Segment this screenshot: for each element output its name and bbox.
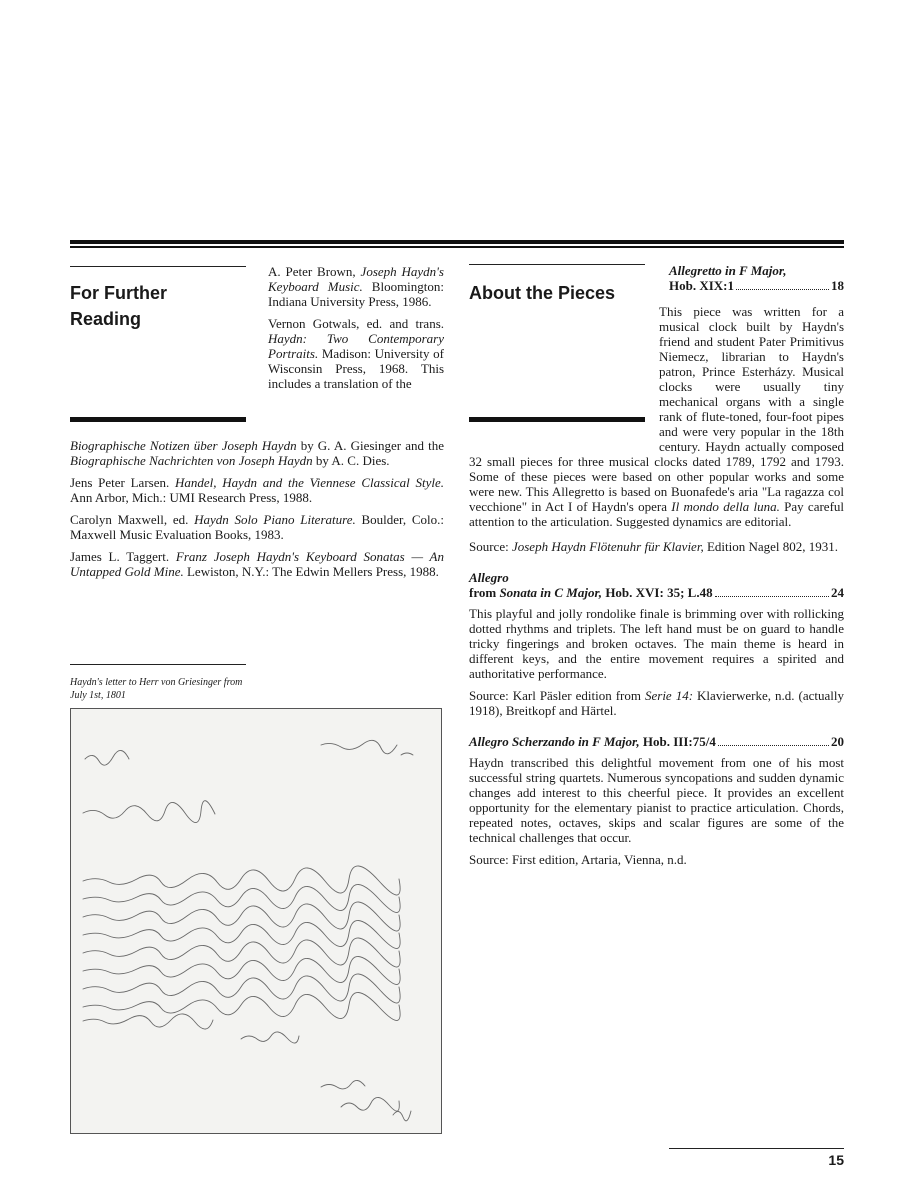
footer-rule xyxy=(669,1148,844,1149)
piece-1-float-spacer xyxy=(469,304,659,454)
piece-2-body: This playful and jolly rondolike finale is brimming over with rollicking dotted rhythms and triplets. The left hand must be on guard to handle tricky fingerings and broken octaves. The main theme is heard in different keys, and the entire movement requires a spirited and authoritative performance. xyxy=(469,606,844,681)
reading-refs-lower xyxy=(70,438,444,586)
further-reading-heading: For Further Reading xyxy=(70,283,167,329)
about-pieces-heading: About the Pieces xyxy=(469,283,616,303)
haydn-letter-image xyxy=(70,708,442,1134)
piece-2-title-line2: from Sonata in C Major, Hob. XVI: 35; L.48 24 xyxy=(469,585,844,600)
top-rule-thin xyxy=(70,246,844,248)
ref-taggert: James L. Taggert. Franz Joseph Haydn's Keyboard Sonatas — An Untapped Gold Mine. Lewiston, N.Y.: The Edwin Mellers Press, 1988. xyxy=(70,549,444,579)
letter-caption: Haydn's letter to Herr von Griesinger from July 1st, 1801 xyxy=(70,677,243,701)
piece-1-body-wrap xyxy=(469,304,844,874)
caption-rule xyxy=(70,664,246,665)
left-heading-rule-bottom xyxy=(70,417,246,422)
piece-1-title-line2: Hob. XIX:1 18 xyxy=(669,278,844,293)
piece-1-leader-dots xyxy=(736,289,829,290)
piece-1-upper xyxy=(669,263,844,299)
ref-larsen: Jens Peter Larsen. Handel, Haydn and the Viennese Classical Style. Ann Arbor, Mich.: UMI Research Press, 1988. xyxy=(70,475,445,505)
piece-1-body: This piece was written for a musical clock built by Haydn's friend and student Pater Primitivus Niemecz, librarian to Haydn's patron, Prince Esterházy. Musical clocks were usually tiny mechanical organs with a single rank of flute-toned, four-foot pipes and were very popular in the 18th century. Haydn actually composed 32 small pieces for three musical clocks dated 1789, 1792 and 1793. Some of these pieces were based on other popular works and some were new. This Allegretto is based on Buonafede's aria "La ragazza col vecchione" in Act I of Haydn's opera Il mondo della luna. Pay careful attention to the articulation. Suggested dynamics are editorial. xyxy=(469,304,845,529)
handwriting-scribbles xyxy=(71,709,442,1134)
ref-gotwals-cont: Biographische Notizen über Joseph Haydn by G. A. Giesinger and the Biographische Nachrichten von Joseph Haydn by A. C. Dies. xyxy=(70,438,444,468)
piece-1-title: Allegretto in F Major, xyxy=(669,263,787,278)
page-number: 15 xyxy=(828,1152,844,1168)
piece-1-source: Source: Joseph Haydn Flötenuhr für Klavier, Edition Nagel 802, 1931. xyxy=(469,539,839,554)
piece-3-source: Source: First edition, Artaria, Vienna, n.d. xyxy=(469,852,687,867)
piece-3-leader-dots xyxy=(718,745,829,746)
ref-maxwell: Carolyn Maxwell, ed. Haydn Solo Piano Literature. Boulder, Colo.: Maxwell Music Evaluation Books, 1983. xyxy=(70,512,444,542)
piece-2-leader-dots xyxy=(715,596,829,597)
piece-3-page: 20 xyxy=(831,734,844,749)
piece-2-title: Allegro xyxy=(469,570,509,585)
piece-3-body: Haydn transcribed this delightful movement from one of his most successful string quartets. Numerous syncopations and sudden dynamic changes add interest to this cheerful piece. It provides an excellent opportunity for the elementary pianist to practice articulation. Chords, repeated notes, octaves, skips and scalar figures are some of the technical challenges that occur. xyxy=(469,755,844,845)
piece-2-page: 24 xyxy=(831,585,844,600)
piece-3-title: Allegro Scherzando in F Major, Hob. III:75/4 20 xyxy=(469,734,844,749)
top-rule-thick xyxy=(70,240,844,244)
reading-refs-upper xyxy=(268,264,444,391)
ref-brown: A. Peter Brown, Joseph Haydn's Keyboard Music. Bloomington: Indiana University Press, 1986. xyxy=(268,264,445,309)
piece-1-page: 18 xyxy=(831,278,844,293)
ref-gotwals: Vernon Gotwals, ed. and trans. Haydn: Two Contemporary Portraits. Madison: University of Wisconsin Press, 1968. This includes a translation of the xyxy=(268,316,444,391)
right-heading-rule-top xyxy=(469,264,645,265)
left-heading-rule-top xyxy=(70,266,246,267)
piece-2-source: Source: Karl Päsler edition from Serie 14: Klavierwerke, n.d. (actually 1918), Breitkopf and Härtel. xyxy=(469,688,845,718)
